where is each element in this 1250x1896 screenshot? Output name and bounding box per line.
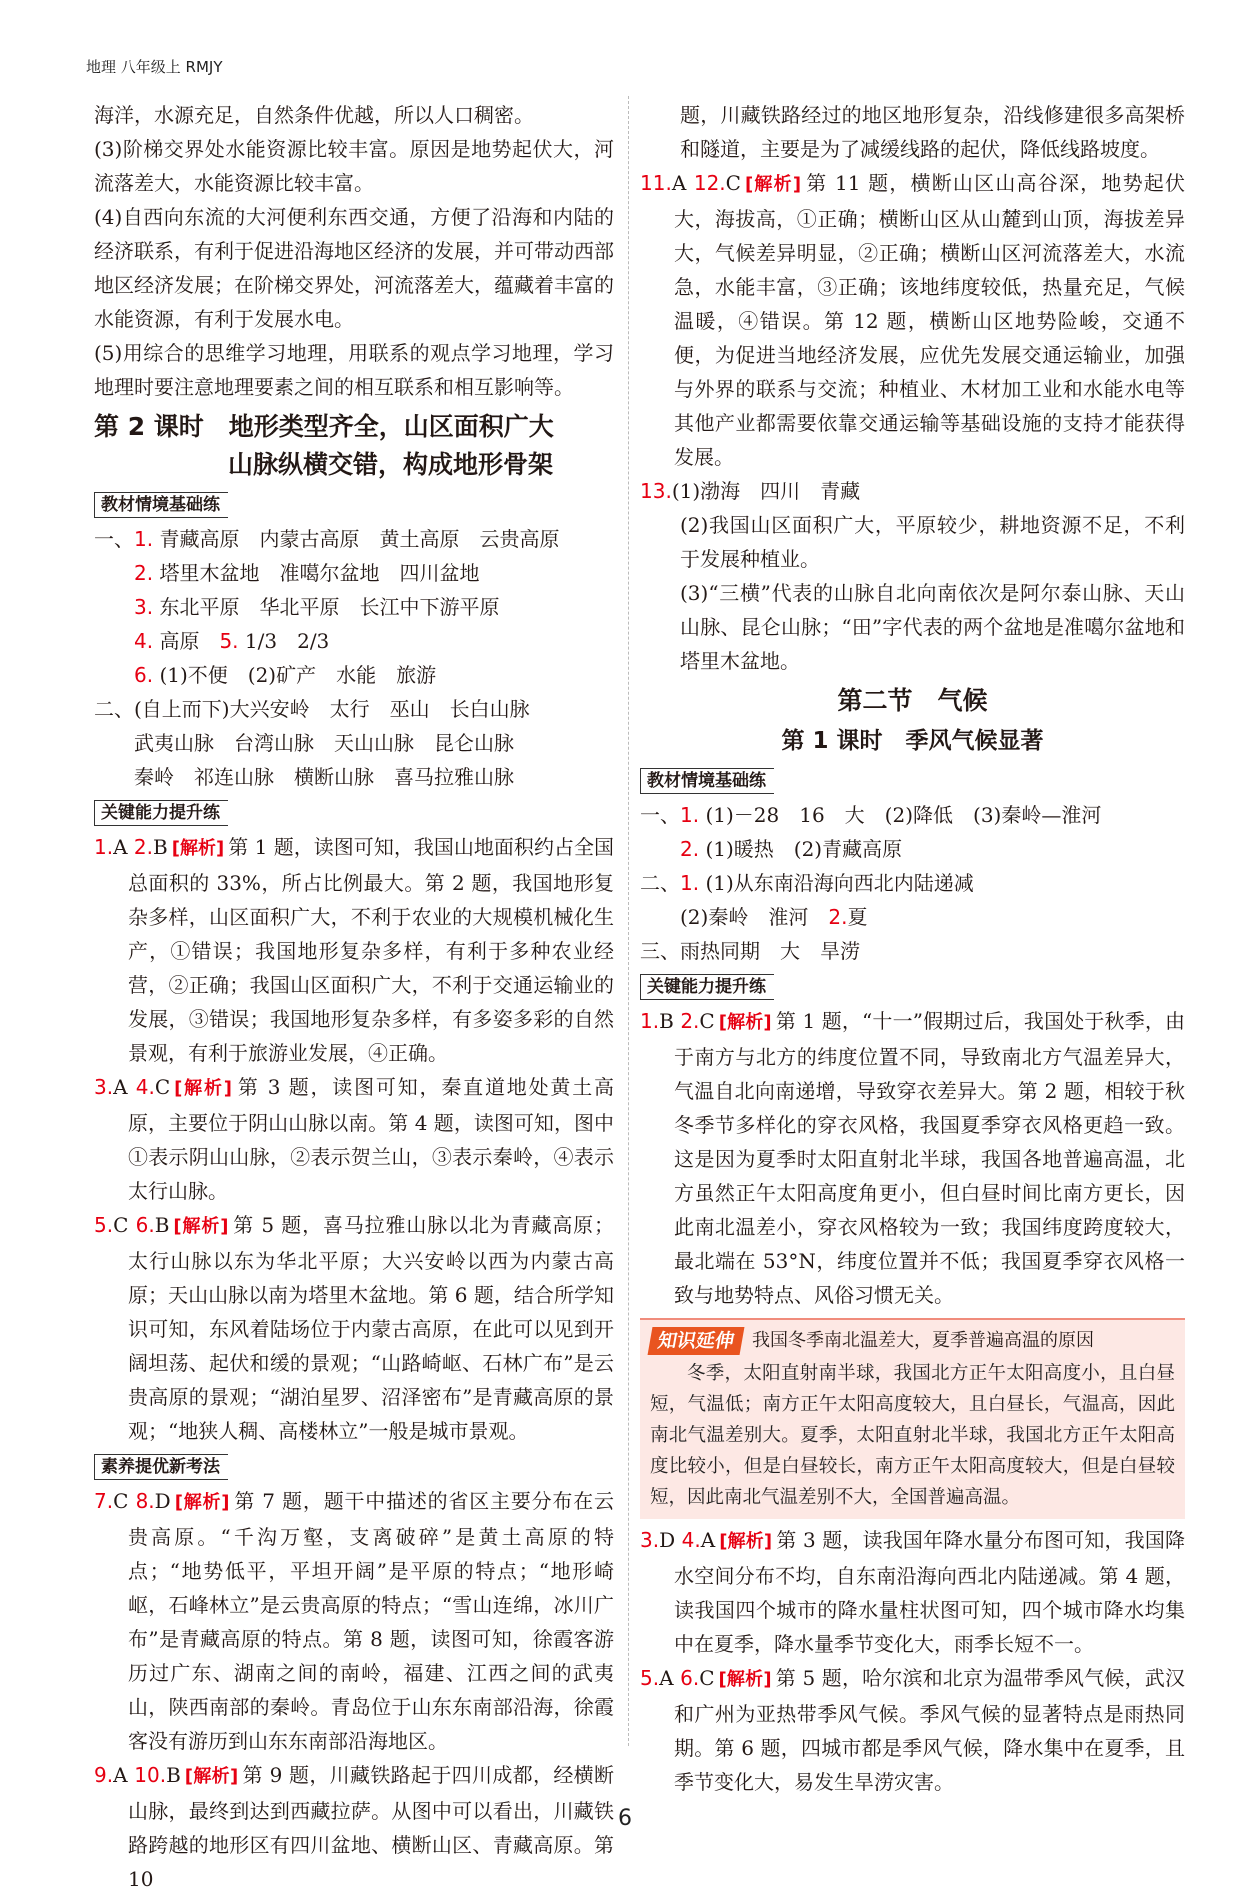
analysis-label: [解析] <box>719 1531 773 1552</box>
answer-line <box>640 474 1185 508</box>
page-number: 6 <box>618 1806 632 1831</box>
question-number: 1. <box>680 871 700 895</box>
left-column <box>94 98 614 1896</box>
answer-line <box>94 556 614 590</box>
answer-line <box>640 900 1185 934</box>
answer-line <box>640 798 1185 832</box>
answer-line: 三、雨热同期 大 旱涝 <box>640 939 860 963</box>
box-title: 我国冬季南北温差大，夏季普遍高温的原因 <box>752 1330 1095 1351</box>
answer-block <box>640 166 1185 474</box>
answer-text: (1)不便 (2)矿产 水能 旅游 <box>159 663 437 687</box>
answer-block <box>94 1070 614 1208</box>
answer-text: 塔里木盆地 准噶尔盆地 四川盆地 <box>159 561 480 585</box>
answer-letter: B <box>153 835 168 859</box>
question-number: 10. <box>134 1763 167 1787</box>
answer-letter: C <box>725 171 741 195</box>
answer-text: (1)渤海 四川 青藏 <box>671 479 861 503</box>
box-tag: 知识延伸 <box>648 1327 745 1355</box>
answer-line: 武夷山脉 台湾山脉 天山山脉 昆仑山脉 <box>134 731 514 755</box>
left-paragraph-3: (4)自西向东流的大河便利东西交通，方便了沿海和内陆的经济联系，有利于促进沿海地区经济的发展，并可带动西部地区经济发展；在阶梯交界处，河流落差大，蕴藏着丰富的水能资源，有利于发展水电。 <box>94 205 614 331</box>
question-number: 2. <box>134 561 154 585</box>
question-number: 1. <box>134 527 154 551</box>
answer-letter: C <box>154 1075 171 1099</box>
question-number: 12. <box>693 171 726 195</box>
box-header <box>650 1324 1175 1358</box>
lesson-title <box>94 408 614 484</box>
answer-line <box>94 658 614 692</box>
analysis-text: 第 1 题，读图可知，我国山地面积约占全国总面积的 33%，所占比例最大。第 2 题，我国地形复杂多样，山区面积广大，不利于农业的大规模机械化生产，①错误；我国地形复杂多样，有利于多种农业经营，②正确；我国山区面积广大，不利于交通运输业的发展，③错误；我国地形复杂多样，有多姿多彩的自然景观，有利于旅游业发展，④正确。 <box>128 835 614 1065</box>
question-number: 4. <box>135 1075 155 1099</box>
answer-letter: A <box>113 1075 128 1099</box>
analysis-text: 第 9 题，川藏铁路起于四川成都，经横断山脉，最终到达到西藏拉萨。从图中可以看出，川藏铁路跨越的地形区有四川盆地、横断山区、青藏高原。第 10 <box>128 1763 615 1891</box>
answer-letter: A <box>671 171 687 195</box>
answer-line: 二、(自上而下)大兴安岭 太行 巫山 长白山脉 <box>94 697 530 721</box>
question-number: 5. <box>640 1666 660 1690</box>
answer-text: 1/3 2/3 <box>244 629 330 653</box>
question-number: 2. <box>133 835 154 859</box>
question-number: 9. <box>94 1763 114 1787</box>
analysis-label: [解析] <box>184 1766 239 1787</box>
answer-letter: B <box>659 1009 674 1033</box>
section-tag-new: 素养提优新考法 <box>94 1454 228 1480</box>
page-header: 地理 八年级上 RMJY <box>86 58 223 76</box>
answer-text: 东北平原 华北平原 长江中下游平原 <box>159 595 500 619</box>
answer-letter: A <box>113 1763 128 1787</box>
question-number: 4. <box>134 629 154 653</box>
question-number: 1. <box>640 1009 660 1033</box>
question-number: 2. <box>680 1009 700 1033</box>
part-label: 二、 <box>640 871 680 895</box>
answer-text: (1)从东南沿海向西北内陆递减 <box>705 871 974 895</box>
section-title: 第二节 气候 <box>837 686 988 715</box>
question-number: 3. <box>640 1528 660 1552</box>
question-number: 1. <box>94 835 114 859</box>
analysis-text: 第 7 题，题干中描述的省区主要分布在云贵高原。“千沟万壑，支离破碎”是黄土高原的特点；“地势低平，平坦开阔”是平原的特点；“地形崎岖，石峰林立”是云贵高原的特点；“雪山连绵，冰川广布”是青藏高原的特点。第 8 题，读图可知，徐霞客游历过广东、湖南之间的南岭，福建、江西之间的武夷山，陕西南部的秦岭。青岛位于山东东南部沿海，徐霞客没有游历到山东东南部沿海地区。 <box>128 1489 614 1753</box>
question-number: 6. <box>680 1666 700 1690</box>
answer-block <box>94 830 614 1070</box>
answer-paragraph: (3)“三横”代表的山脉自北向南依次是阿尔泰山脉、天山山脉、昆仑山脉；“田”字代表的两个盆地是准噶尔盆地和塔里木盆地。 <box>680 581 1185 673</box>
question-number: 1. <box>680 803 700 827</box>
question-number: 6. <box>135 1213 155 1237</box>
analysis-label: [解析] <box>744 174 802 195</box>
analysis-text: 第 1 题，“十一”假期过后，我国处于秋季，由于南方与北方的纬度位置不同，导致南北方气温差异大，气温自北向南递增，导致穿衣差异大。第 2 题，相较于秋冬季节多样化的穿衣风格，我国夏季穿衣风格更趋一致。这是因为夏季时太阳直射北半球，我国各地普遍高温，北方虽然正午太阳高度角更小，但白昼时间比南方更长，因此南北温差小，穿衣风格较为一致；我国纬度跨度较大，最北端在 53°N，纬度位置并不低；我国夏季穿衣风格一致与地势特点、风俗习惯无关。 <box>674 1009 1186 1307</box>
answer-block <box>94 1758 614 1896</box>
answer-block <box>94 1208 614 1448</box>
answer-text: (1)暖热 (2)青藏高原 <box>705 837 903 861</box>
analysis-text: 第 3 题，读我国年降水量分布图可知，我国降水空间分布不均，自东南沿海向西北内陆递减。第 4 题，读我国四个城市的降水量柱状图可知，四个城市降水均集中在夏季，降水量季节变化大，雨季长短不一。 <box>674 1528 1186 1656</box>
answer-line <box>94 522 614 556</box>
column-divider <box>628 96 629 1746</box>
question-number: 4. <box>681 1528 701 1552</box>
left-paragraph-4: (5)用综合的思维学习地理，用联系的观点学习地理，学习地理时要注意地理要素之间的相互联系和相互影响等。 <box>94 341 614 399</box>
answer-letter: D <box>154 1489 171 1513</box>
answer-block <box>94 1484 614 1758</box>
question-number: 3. <box>94 1075 114 1099</box>
answer-line <box>94 590 614 624</box>
part-label: 一、 <box>640 803 680 827</box>
question-number: 3. <box>134 595 154 619</box>
answer-text: 高原 <box>159 629 200 653</box>
answer-block <box>640 1523 1185 1661</box>
analysis-text: 第 11 题，横断山区山高谷深，地势起伏大，海拔高，①正确；横断山区从山麓到山顶，海拔差异大，气候差异明显，②正确；横断山区河流落差大，水流急，水能丰富，③正确；该地纬度较低，热量充足，气候温暖，④错误。第 12 题，横断山区地势险峻，交通不便，为促进当地经济发展，应优先发展交通运输业，加强与外界的联系与交流；种植业、木材加工业和水能水电等其他产业都需要依靠交通运输等基础设施的支持才能获得发展。 <box>674 171 1186 469</box>
question-number: 5. <box>94 1213 114 1237</box>
question-number: 8. <box>135 1489 155 1513</box>
question-number: 5. <box>219 629 239 653</box>
analysis-label: [解析] <box>174 1492 230 1513</box>
section-tag-basic: 教材情境基础练 <box>640 768 774 794</box>
answer-letter: A <box>113 835 128 859</box>
lesson-title-line-2: 山脉纵横交错，构成地形骨架 <box>228 450 554 479</box>
answer-letter: C <box>113 1213 129 1237</box>
analysis-label: [解析] <box>718 1012 772 1033</box>
knowledge-extension-box <box>640 1318 1185 1519</box>
answer-letter: C <box>699 1009 715 1033</box>
answer-letter: A <box>659 1666 674 1690</box>
answer-letter: A <box>700 1528 716 1552</box>
part-label: 一、 <box>94 527 134 551</box>
analysis-text: 第 3 题，读图可知，秦直道地处黄土高原，主要位于阴山山脉以南。第 4 题，读图可知，图中①表示阴山山脉，②表示贺兰山，③表示秦岭，④表示太行山脉。 <box>128 1075 615 1203</box>
question-number: 2. <box>680 837 700 861</box>
section-tag-key: 关键能力提升练 <box>640 974 774 1000</box>
answer-line <box>640 832 1185 866</box>
question-number: 13. <box>640 479 672 503</box>
question-number: 6. <box>134 663 154 687</box>
question-number: 11. <box>640 171 672 195</box>
lesson-title: 第 1 课时 季风气候显著 <box>781 728 1044 754</box>
answer-letter: C <box>113 1489 129 1513</box>
section-tag-basic: 教材情境基础练 <box>94 492 228 518</box>
answer-text: (1)－28 16 大 (2)降低 (3)秦岭—淮河 <box>705 803 1102 827</box>
answer-letter: B <box>166 1763 181 1787</box>
answer-block <box>640 1661 1185 1799</box>
answer-letter: D <box>659 1528 676 1552</box>
answer-text: 夏 <box>847 905 868 929</box>
box-body: 冬季，太阳直射南半球，我国北方正午太阳高度小，且白昼短，气温低；南方正午太阳高度较大，且白昼长，气温高，因此南北气温差别大。夏季，太阳直射北半球，我国北方正午太阳高度比较小，但是白昼较长，南方正午太阳高度较大，但是白昼较短，因此南北气温差别不大，全国普遍高温。 <box>650 1363 1175 1508</box>
analysis-text: 第 5 题，哈尔滨和北京为温带季风气候，武汉和广州为亚热带季风气候。季风气候的显著特点是雨热同期。第 6 题，四城市都是季风气候，降水集中在夏季，且季节变化大，易发生旱涝灾害。 <box>674 1666 1186 1794</box>
analysis-label: [解析] <box>171 838 225 859</box>
left-paragraph-2: (3)阶梯交界处水能资源比较丰富。原因是地势起伏大，河流落差大，水能资源比较丰富。 <box>94 137 614 195</box>
answer-paragraph: (2)我国山区面积广大，平原较少，耕地资源不足，不利于发展种植业。 <box>680 513 1185 571</box>
question-number: 2. <box>828 905 848 929</box>
answer-text: (2)秦岭 淮河 <box>680 905 809 929</box>
lesson-title-line-1: 第 2 课时 地形类型齐全，山区面积广大 <box>94 412 554 441</box>
analysis-label: [解析] <box>173 1216 229 1237</box>
answer-line: 秦岭 祁连山脉 横断山脉 喜马拉雅山脉 <box>134 765 514 789</box>
right-paragraph-1: 题，川藏铁路经过的地区地形复杂，沿线修建很多高架桥和隧道，主要是为了减缓线路的起伏，降低线路坡度。 <box>680 103 1185 161</box>
answer-line <box>94 624 614 658</box>
answer-letter: B <box>154 1213 170 1237</box>
right-column <box>640 98 1185 1799</box>
analysis-label: [解析] <box>718 1669 772 1690</box>
section-tag-key: 关键能力提升练 <box>94 800 228 826</box>
analysis-text: 第 5 题，喜马拉雅山脉以北为青藏高原；太行山脉以东为华北平原；大兴安岭以西为内蒙古高原；天山山脉以南为塔里木盆地。第 6 题，结合所学知识可知，东风着陆场位于内蒙古高原，在此可以见到开阔坦荡、起伏和缓的景观；“山路崎岖、石林广布”是云贵高原的景观；“湖泊星罗、沼泽密布”是青藏高原的景观；“地狭人稠、高楼林立”一般是城市景观。 <box>128 1213 615 1443</box>
answer-text: 青藏高原 内蒙古高原 黄土高原 云贵高原 <box>159 527 560 551</box>
answer-line <box>640 866 1185 900</box>
answer-block <box>640 1004 1185 1312</box>
question-number: 7. <box>94 1489 114 1513</box>
answer-letter: C <box>699 1666 715 1690</box>
analysis-label: [解析] <box>174 1078 233 1099</box>
left-paragraph-1: 海洋，水源充足，自然条件优越，所以人口稠密。 <box>94 103 534 127</box>
